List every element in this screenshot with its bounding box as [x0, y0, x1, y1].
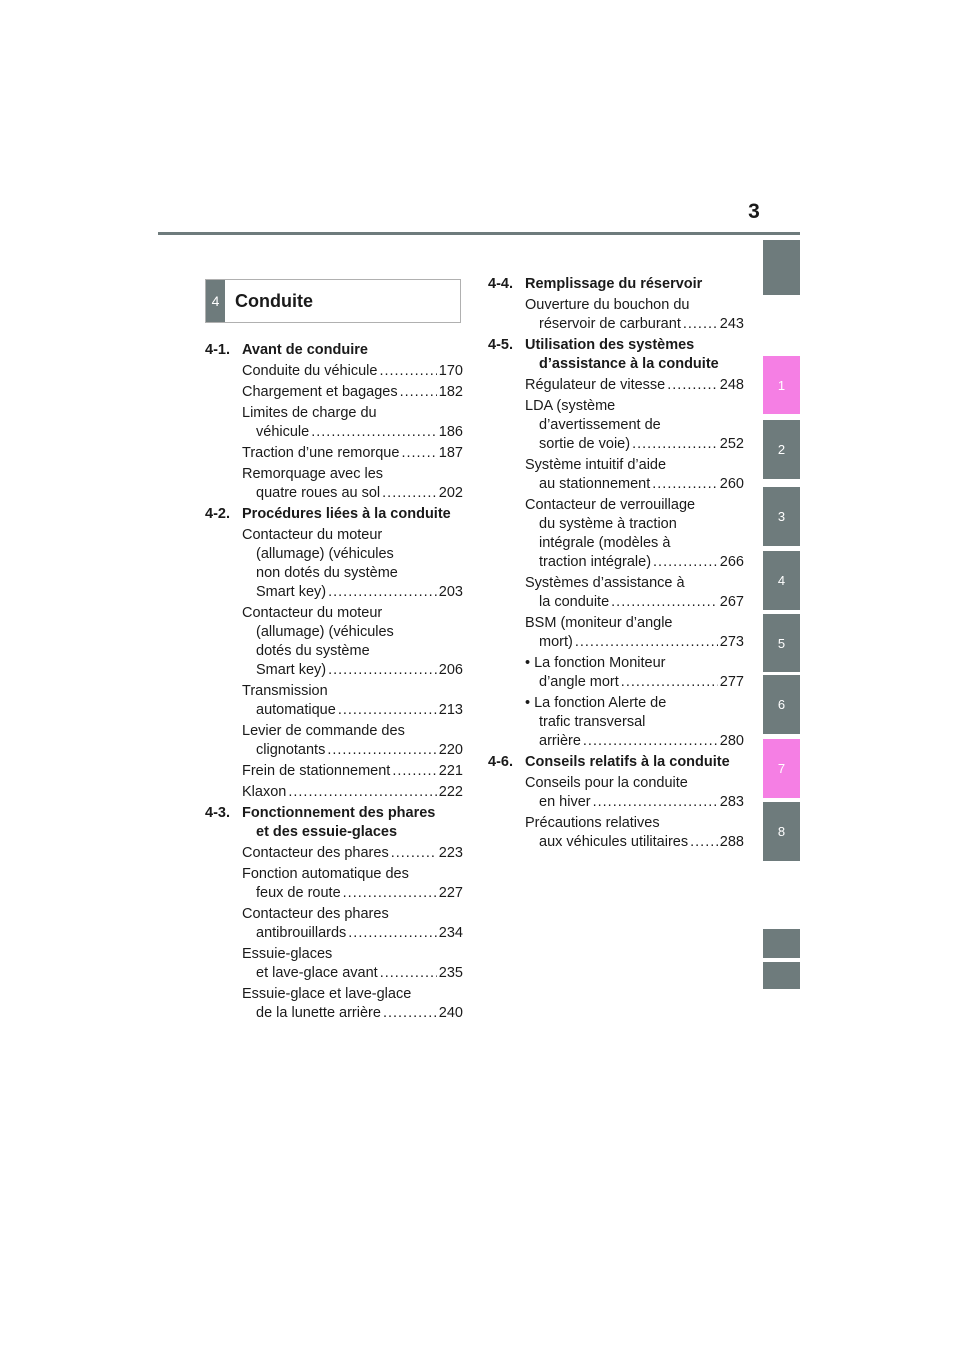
toc-entry-text: traction intégrale) — [539, 554, 652, 570]
toc-entry[interactable] — [242, 682, 463, 720]
section-header — [205, 279, 461, 323]
toc-entry-leader-line — [525, 315, 744, 334]
toc-entry[interactable] — [525, 614, 744, 652]
dot-leader — [667, 376, 718, 395]
toc-entry-leader-line — [242, 884, 463, 903]
toc-entry-leader-line — [242, 383, 463, 402]
toc-entry-line: Essuie-glaces — [242, 946, 333, 962]
toc-group-code: 4-4. — [488, 276, 513, 292]
dot-leader — [380, 964, 437, 983]
dot-leader — [611, 593, 718, 612]
dot-leader — [328, 583, 437, 602]
toc-entry-page: 182 — [438, 384, 463, 400]
toc-entry-line: Système intuitif d’aide — [525, 457, 667, 473]
toc-entry-leader-line — [525, 435, 744, 454]
toc-entry-line: Essuie-glace et lave-glace — [242, 986, 412, 1002]
toc-entry-line: (allumage) (véhicules — [256, 546, 394, 562]
toc-entry[interactable] — [242, 465, 463, 503]
toc-entry-leader-line — [242, 661, 463, 680]
toc-entry-text: Conduite du véhicule — [242, 363, 378, 379]
section-number: 4 — [206, 280, 225, 322]
toc-entry-text: Frein de stationnement — [242, 763, 391, 779]
toc-entry-text: clignotants — [256, 742, 326, 758]
toc-entry-line: Contacteur du moteur — [242, 527, 383, 543]
toc-entry[interactable] — [525, 654, 744, 692]
toc-entry-page: 170 — [438, 363, 463, 379]
chapter-tab-label: 8 — [777, 824, 786, 839]
toc-entry[interactable] — [242, 444, 463, 463]
chapter-tab-6[interactable] — [763, 675, 800, 734]
toc-entry-leader-line — [242, 844, 463, 863]
toc-entry-text: quatre roues au sol — [256, 485, 381, 501]
toc-group-title — [242, 341, 463, 360]
toc-entry-leader-line — [525, 475, 744, 494]
toc-group-code: 4-3. — [205, 805, 230, 821]
toc-entry-text: Chargement et bagages — [242, 384, 398, 400]
dot-leader — [632, 435, 718, 454]
toc-group — [488, 275, 744, 334]
toc-entry-text: feux de route — [256, 885, 341, 901]
dot-leader — [652, 475, 718, 494]
toc-group-code: 4-6. — [488, 754, 513, 770]
toc-entry[interactable] — [242, 985, 463, 1023]
toc-group-title-line: d’assistance à la conduite — [539, 356, 719, 372]
dot-leader — [383, 1004, 437, 1023]
toc-entry[interactable] — [242, 865, 463, 903]
toc-entry-leader-line — [525, 793, 744, 812]
toc-entry-leader-line — [242, 762, 463, 781]
toc-group — [488, 753, 744, 852]
toc-entry[interactable] — [242, 945, 463, 983]
toc-entry-leader-line — [525, 553, 744, 572]
toc-entry-leader-line — [242, 964, 463, 983]
toc-entry-line: • La fonction Alerte de — [525, 695, 667, 711]
toc-entry[interactable] — [525, 376, 744, 395]
toc-entry-page: 267 — [719, 594, 744, 610]
toc-entry[interactable] — [525, 814, 744, 852]
chapter-tab-blank-top[interactable] — [763, 240, 800, 295]
dot-leader — [621, 673, 718, 692]
toc-entry-page: 252 — [719, 436, 744, 452]
toc-entry-leader-line — [242, 741, 463, 760]
toc-group-code: 4-2. — [205, 506, 230, 522]
toc-entry-line: du système à traction — [539, 516, 677, 532]
toc-entry-leader-line — [242, 444, 463, 463]
toc-entry-page: 202 — [438, 485, 463, 501]
toc-entry-line: d’avertissement de — [539, 417, 661, 433]
toc-group-title — [525, 275, 744, 294]
toc-entry-line: Contacteur de verrouillage — [525, 497, 696, 513]
toc-entry-page: 186 — [438, 424, 463, 440]
toc-group — [488, 336, 744, 751]
toc-entry-text: Smart key) — [256, 584, 327, 600]
dot-leader — [327, 741, 436, 760]
dot-leader — [401, 444, 436, 463]
toc-group-heading — [488, 336, 744, 374]
toc-entry-leader-line — [242, 484, 463, 503]
dot-leader — [343, 884, 437, 903]
toc-entry[interactable] — [525, 694, 744, 751]
toc-entry[interactable] — [242, 905, 463, 943]
toc-entry-page: 206 — [438, 662, 463, 678]
toc-entry-page: 273 — [719, 634, 744, 650]
toc-entry-leader-line — [242, 583, 463, 602]
toc-entry-text: véhicule — [256, 424, 310, 440]
toc-entry-text: et lave-glace avant — [256, 965, 378, 981]
toc-entry-page: 266 — [719, 554, 744, 570]
chapter-tab-label: 2 — [777, 442, 786, 457]
dot-leader — [653, 553, 718, 572]
toc-entry-text: au stationnement — [539, 476, 651, 492]
toc-entry-page: 213 — [438, 702, 463, 718]
toc-entry-page: 203 — [438, 584, 463, 600]
toc-entry[interactable] — [525, 774, 744, 812]
toc-group-title-line: Avant de conduire — [242, 342, 368, 358]
toc-entry-line: • La fonction Moniteur — [525, 655, 666, 671]
chapter-tab-2[interactable] — [763, 420, 800, 479]
dot-leader — [288, 783, 436, 802]
toc-entry-text: de la lunette arrière — [256, 1005, 381, 1021]
toc-entry-page: 260 — [719, 476, 744, 492]
toc-entry[interactable] — [242, 362, 463, 381]
toc-entry[interactable] — [242, 844, 463, 863]
chapter-tab-blank-last[interactable] — [763, 962, 800, 989]
toc-entry-text: d’angle mort — [539, 674, 619, 690]
dot-leader — [391, 844, 437, 863]
dot-leader — [593, 793, 718, 812]
toc-entry[interactable] — [525, 296, 744, 334]
chapter-tab-label: 3 — [777, 509, 786, 524]
toc-entry-line: trafic transversal — [539, 714, 646, 730]
toc-entry[interactable] — [525, 496, 744, 572]
toc-entry-page: 220 — [438, 742, 463, 758]
toc-entry-text: arrière — [539, 733, 581, 749]
toc-entry-line: Remorquage avec les — [242, 466, 384, 482]
toc-entry-leader-line — [242, 701, 463, 720]
toc-entry-leader-line — [525, 593, 744, 612]
toc-entry-line: Systèmes d’assistance à — [525, 575, 685, 591]
toc-entry-line: Conseils pour la conduite — [525, 775, 688, 791]
toc-right-column — [488, 275, 744, 854]
toc-entry-leader-line — [242, 1004, 463, 1023]
toc-entry[interactable] — [242, 762, 463, 781]
toc-group-title — [525, 336, 744, 374]
toc-entry-page: 243 — [719, 316, 744, 332]
toc-entry[interactable] — [242, 722, 463, 760]
toc-group-heading — [205, 804, 463, 842]
toc-entry-leader-line — [242, 924, 463, 943]
toc-entry-text: réservoir de carburant — [539, 316, 681, 332]
toc-group-title-line: Procédures liées à la conduite — [242, 506, 451, 522]
chapter-tab-3[interactable] — [763, 487, 800, 546]
toc-entry-line: (allumage) (véhicules — [256, 624, 394, 640]
toc-group-title-line: Utilisation des systèmes — [525, 337, 695, 353]
dot-leader — [392, 762, 436, 781]
toc-entry-leader-line — [242, 423, 463, 442]
toc-entry-page: 283 — [719, 794, 744, 810]
chapter-tab-8[interactable] — [763, 802, 800, 861]
toc-entry-text: Régulateur de vitesse — [525, 377, 666, 393]
toc-entry-text: la conduite — [539, 594, 610, 610]
toc-entry-page: 227 — [438, 885, 463, 901]
chapter-tab-4[interactable] — [763, 551, 800, 610]
dot-leader — [379, 362, 436, 381]
toc-group-heading — [488, 753, 744, 772]
chapter-tab-label: 7 — [777, 761, 786, 776]
chapter-tab-5[interactable] — [763, 614, 800, 672]
toc-entry[interactable] — [242, 783, 463, 802]
dot-leader — [348, 924, 437, 943]
toc-entry-line: non dotés du système — [256, 565, 398, 581]
toc-group-heading — [205, 505, 463, 524]
toc-group — [205, 341, 463, 503]
toc-entry-page: 235 — [438, 965, 463, 981]
toc-entry-text: en hiver — [539, 794, 591, 810]
toc-entry-line: Ouverture du bouchon du — [525, 297, 690, 313]
toc-entry-page: 240 — [438, 1005, 463, 1021]
toc-entry-line: Précautions relatives — [525, 815, 660, 831]
toc-group-title — [242, 505, 463, 524]
toc-entry-page: 248 — [719, 377, 744, 393]
dot-leader — [683, 315, 718, 334]
toc-entry-leader-line — [525, 833, 744, 852]
toc-entry[interactable] — [525, 456, 744, 494]
toc-entry-text: Klaxon — [242, 784, 287, 800]
section-title: Conduite — [235, 290, 313, 311]
toc-entry[interactable] — [242, 526, 463, 602]
toc-entry-leader-line — [242, 362, 463, 381]
toc-group-title-line: Fonctionnement des phares — [242, 805, 436, 821]
chapter-tab-label: 1 — [777, 377, 786, 393]
toc-group-code: 4-5. — [488, 337, 513, 353]
toc-entry[interactable] — [242, 604, 463, 680]
chapter-tab-label: 4 — [777, 573, 786, 588]
toc-entry-page: 277 — [719, 674, 744, 690]
toc-group-heading — [205, 341, 463, 360]
toc-group — [205, 804, 463, 1023]
chapter-tab-7[interactable] — [763, 739, 800, 798]
toc-entry-page: 234 — [438, 925, 463, 941]
toc-entry-line: Transmission — [242, 683, 328, 699]
toc-entry-line: dotés du système — [256, 643, 370, 659]
toc-entry-text: Contacteur des phares — [242, 845, 389, 861]
toc-entry-text: Smart key) — [256, 662, 327, 678]
toc-entry-page: 221 — [438, 763, 463, 779]
toc-entry-line: Fonction automatique des — [242, 866, 409, 882]
toc-entry-text: Traction d’une remorque — [242, 445, 400, 461]
dot-leader — [690, 833, 718, 852]
toc-group-heading — [488, 275, 744, 294]
dot-leader — [382, 484, 437, 503]
toc-group-title-line: Conseils relatifs à la conduite — [525, 754, 730, 770]
toc-entry-line: Contacteur du moteur — [242, 605, 383, 621]
toc-group-title-line: et des essuie-glaces — [256, 824, 398, 840]
toc-entry-page: 288 — [719, 834, 744, 850]
toc-entry-page: 280 — [719, 733, 744, 749]
toc-entry-line: intégrale (modèles à — [539, 535, 671, 551]
toc-entry-text: automatique — [256, 702, 336, 718]
toc-left-column — [205, 341, 463, 1025]
toc-entry-line: Levier de commande des — [242, 723, 405, 739]
toc-entry-page: 222 — [438, 784, 463, 800]
toc-entry-leader-line — [525, 732, 744, 751]
dot-leader — [575, 633, 718, 652]
toc-group-title — [242, 804, 463, 842]
toc-entry-line: Contacteur des phares — [242, 906, 389, 922]
chapter-tab-1[interactable] — [763, 356, 800, 414]
toc-entry-line: LDA (système — [525, 398, 616, 414]
chapter-tab-label: 6 — [777, 697, 786, 712]
dot-leader — [328, 661, 437, 680]
toc-entry-page: 223 — [438, 845, 463, 861]
dot-leader — [400, 383, 437, 402]
dot-leader — [311, 423, 437, 442]
chapter-tab-blank-index[interactable] — [763, 929, 800, 958]
toc-entry-text: antibrouillards — [256, 925, 347, 941]
toc-entry-text: mort) — [539, 634, 573, 650]
dot-leader — [583, 732, 718, 751]
toc-entry-leader-line — [525, 633, 744, 652]
toc-entry[interactable] — [525, 397, 744, 454]
toc-group-title-line: Remplissage du réservoir — [525, 276, 703, 292]
toc-entry-line: BSM (moniteur d’angle — [525, 615, 673, 631]
toc-entry-text: sortie de voie) — [539, 436, 631, 452]
toc-entry-page: 187 — [438, 445, 463, 461]
chapter-tab-label: 5 — [777, 635, 786, 651]
page-number: 3 — [748, 200, 760, 223]
toc-entry-leader-line — [525, 673, 744, 692]
toc-group-code: 4-1. — [205, 342, 230, 358]
toc-entry-line: Limites de charge du — [242, 405, 377, 421]
toc-group — [205, 505, 463, 802]
toc-group-title — [525, 753, 744, 772]
toc-entry[interactable] — [242, 383, 463, 402]
toc-entry-leader-line — [525, 376, 744, 395]
toc-entry-leader-line — [242, 783, 463, 802]
toc-entry[interactable] — [525, 574, 744, 612]
toc-entry-text: aux véhicules utilitaires — [539, 834, 689, 850]
dot-leader — [338, 701, 437, 720]
toc-entry[interactable] — [242, 404, 463, 442]
header-rule — [158, 232, 800, 235]
